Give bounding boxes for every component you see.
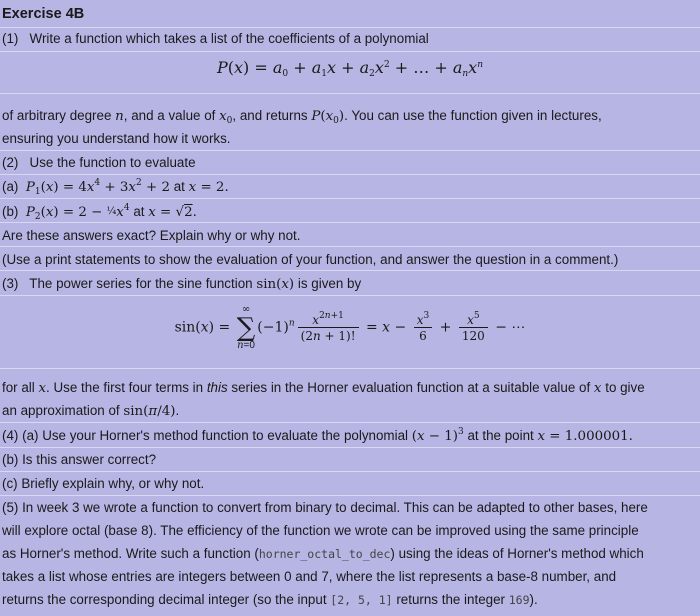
- text-fragment: The power series for the sine function: [29, 276, 253, 291]
- question-2a: (a) $P_1(x) = 4x^4 + 3x^2 + 2$ at x = 2.: [2, 178, 229, 197]
- question-2-text: Use the function to evaluate: [29, 155, 196, 170]
- text-fragment: at: [133, 204, 145, 219]
- question-5-line-2: will explore octal (base 8). The efficiency of the function we wrote can be improved using the same principle: [2, 523, 639, 538]
- divider: [0, 368, 700, 369]
- question-4c: (c) Briefly explain why, or why not.: [2, 476, 205, 491]
- question-1: [2, 30, 700, 47]
- divider: [0, 295, 700, 296]
- sine-series-equation: sin(x) = ∞ ∑ n=0 $(-1)^n$ $\frac{x^{2n+1}}{(2n + 1)!}$ = x − $\frac{x^3}{6}$ + $\frac{x^5}{120}$ − ⋯: [174, 304, 526, 351]
- text-fragment: at: [173, 179, 185, 194]
- text-fragment: Use the first four terms in: [53, 380, 204, 395]
- text-fragment: returns the corresponding decimal integer (so the input: [2, 592, 327, 607]
- question-5-line-4: takes a list whose entries are integers between 0 and 7, where the list represents a base-8 number, and: [2, 569, 617, 584]
- divider: [0, 198, 700, 199]
- divider: [0, 93, 700, 94]
- question-4a: (4) (a) Use your Horner's method function to evaluate the polynomial $(x - 1)^3$ at the point x = 1.000001.: [2, 427, 633, 444]
- text-fragment: an approximation of: [2, 403, 120, 418]
- question-1-text: Write a function which takes a list of the coefficients of a polynomial: [29, 31, 429, 46]
- question-2-exact: Are these answers exact? Explain why or why not.: [2, 228, 301, 243]
- input-example: [2, 5, 1]: [330, 593, 393, 607]
- text-fragment: You can use the function given in lectures,: [351, 108, 602, 123]
- polynomial-equation: $P(x) = a_0 + a_1x + a_2x^2$ + … + $a_nx^n$: [217, 58, 483, 79]
- text-fragment: of arbitrary degree: [2, 108, 112, 123]
- divider: [0, 27, 700, 28]
- text-fragment: and a value of: [131, 108, 216, 123]
- divider: [0, 270, 700, 271]
- output-example: 169: [508, 593, 530, 607]
- exercise-title: Exercise 4B: [2, 6, 85, 22]
- question-3-continued-2: an approximation of sin(π/4).: [2, 403, 180, 419]
- text-fragment: this: [206, 380, 228, 395]
- question-2-label: (2): [2, 155, 19, 170]
- question-1-label: (1): [2, 31, 19, 46]
- text-fragment: and returns: [239, 108, 308, 123]
- text-fragment: for all: [2, 380, 35, 395]
- divider: [0, 422, 700, 423]
- text-fragment: series in the Horner evaluation function at a suitable value of: [231, 380, 591, 395]
- text-fragment: is given by: [297, 276, 362, 291]
- text-fragment: returns the integer: [396, 592, 506, 607]
- question-2a-label: (a): [2, 179, 19, 194]
- divider: [0, 150, 700, 151]
- question-2b-label: (b): [2, 204, 19, 219]
- question-2b: (b) $P_2(x) = 2$ − $\frac{1}{4}x^4$ at x = √2.: [2, 203, 197, 222]
- question-3-label: (3): [2, 276, 19, 291]
- question-1-continued: of arbitrary degree n, and a value of $x_0$, and returns $P(x_0)$. You can use the function given in lectures,: [2, 108, 602, 126]
- question-2-print-note: (Use a print statements to show the evaluation of your function, and answer the question in a comment.): [2, 252, 619, 267]
- text-fragment: as Horner's method. Write such a function (: [2, 546, 259, 561]
- divider: [0, 495, 700, 496]
- question-4-label: (4): [2, 428, 19, 443]
- question-5-line-1: (5) In week 3 we wrote a function to convert from binary to decimal. This can be adapted to other bases, here: [2, 500, 648, 515]
- divider: [0, 222, 700, 223]
- text-fragment: ) using the ideas of Horner's method which: [390, 546, 644, 561]
- text-fragment: to give: [605, 380, 645, 395]
- divider: [0, 51, 700, 52]
- divider: [0, 174, 700, 175]
- question-1-continued-2: ensuring you understand how it works.: [2, 131, 231, 146]
- divider: [0, 447, 700, 448]
- question-5-line-5: returns the corresponding decimal integer (so the input [2, 5, 1] returns the integer 169).: [2, 592, 538, 607]
- question-3: (3) The power series for the sine function sin(x) is given by: [2, 276, 362, 292]
- text-fragment: (a) Use your Horner's method function to evaluate the polynomial: [22, 428, 408, 443]
- function-name: horner_octal_to_dec: [258, 547, 391, 561]
- question-3-continued: for all x. Use the first four terms in this series in the Horner evaluation function at a suitable value of x to give: [2, 380, 645, 396]
- question-4b: (b) Is this answer correct?: [2, 452, 157, 467]
- divider: [0, 246, 700, 247]
- question-5-line-3: [2, 545, 700, 563]
- question-2: [2, 154, 700, 171]
- text-fragment: at the point: [467, 428, 534, 443]
- divider: [0, 471, 700, 472]
